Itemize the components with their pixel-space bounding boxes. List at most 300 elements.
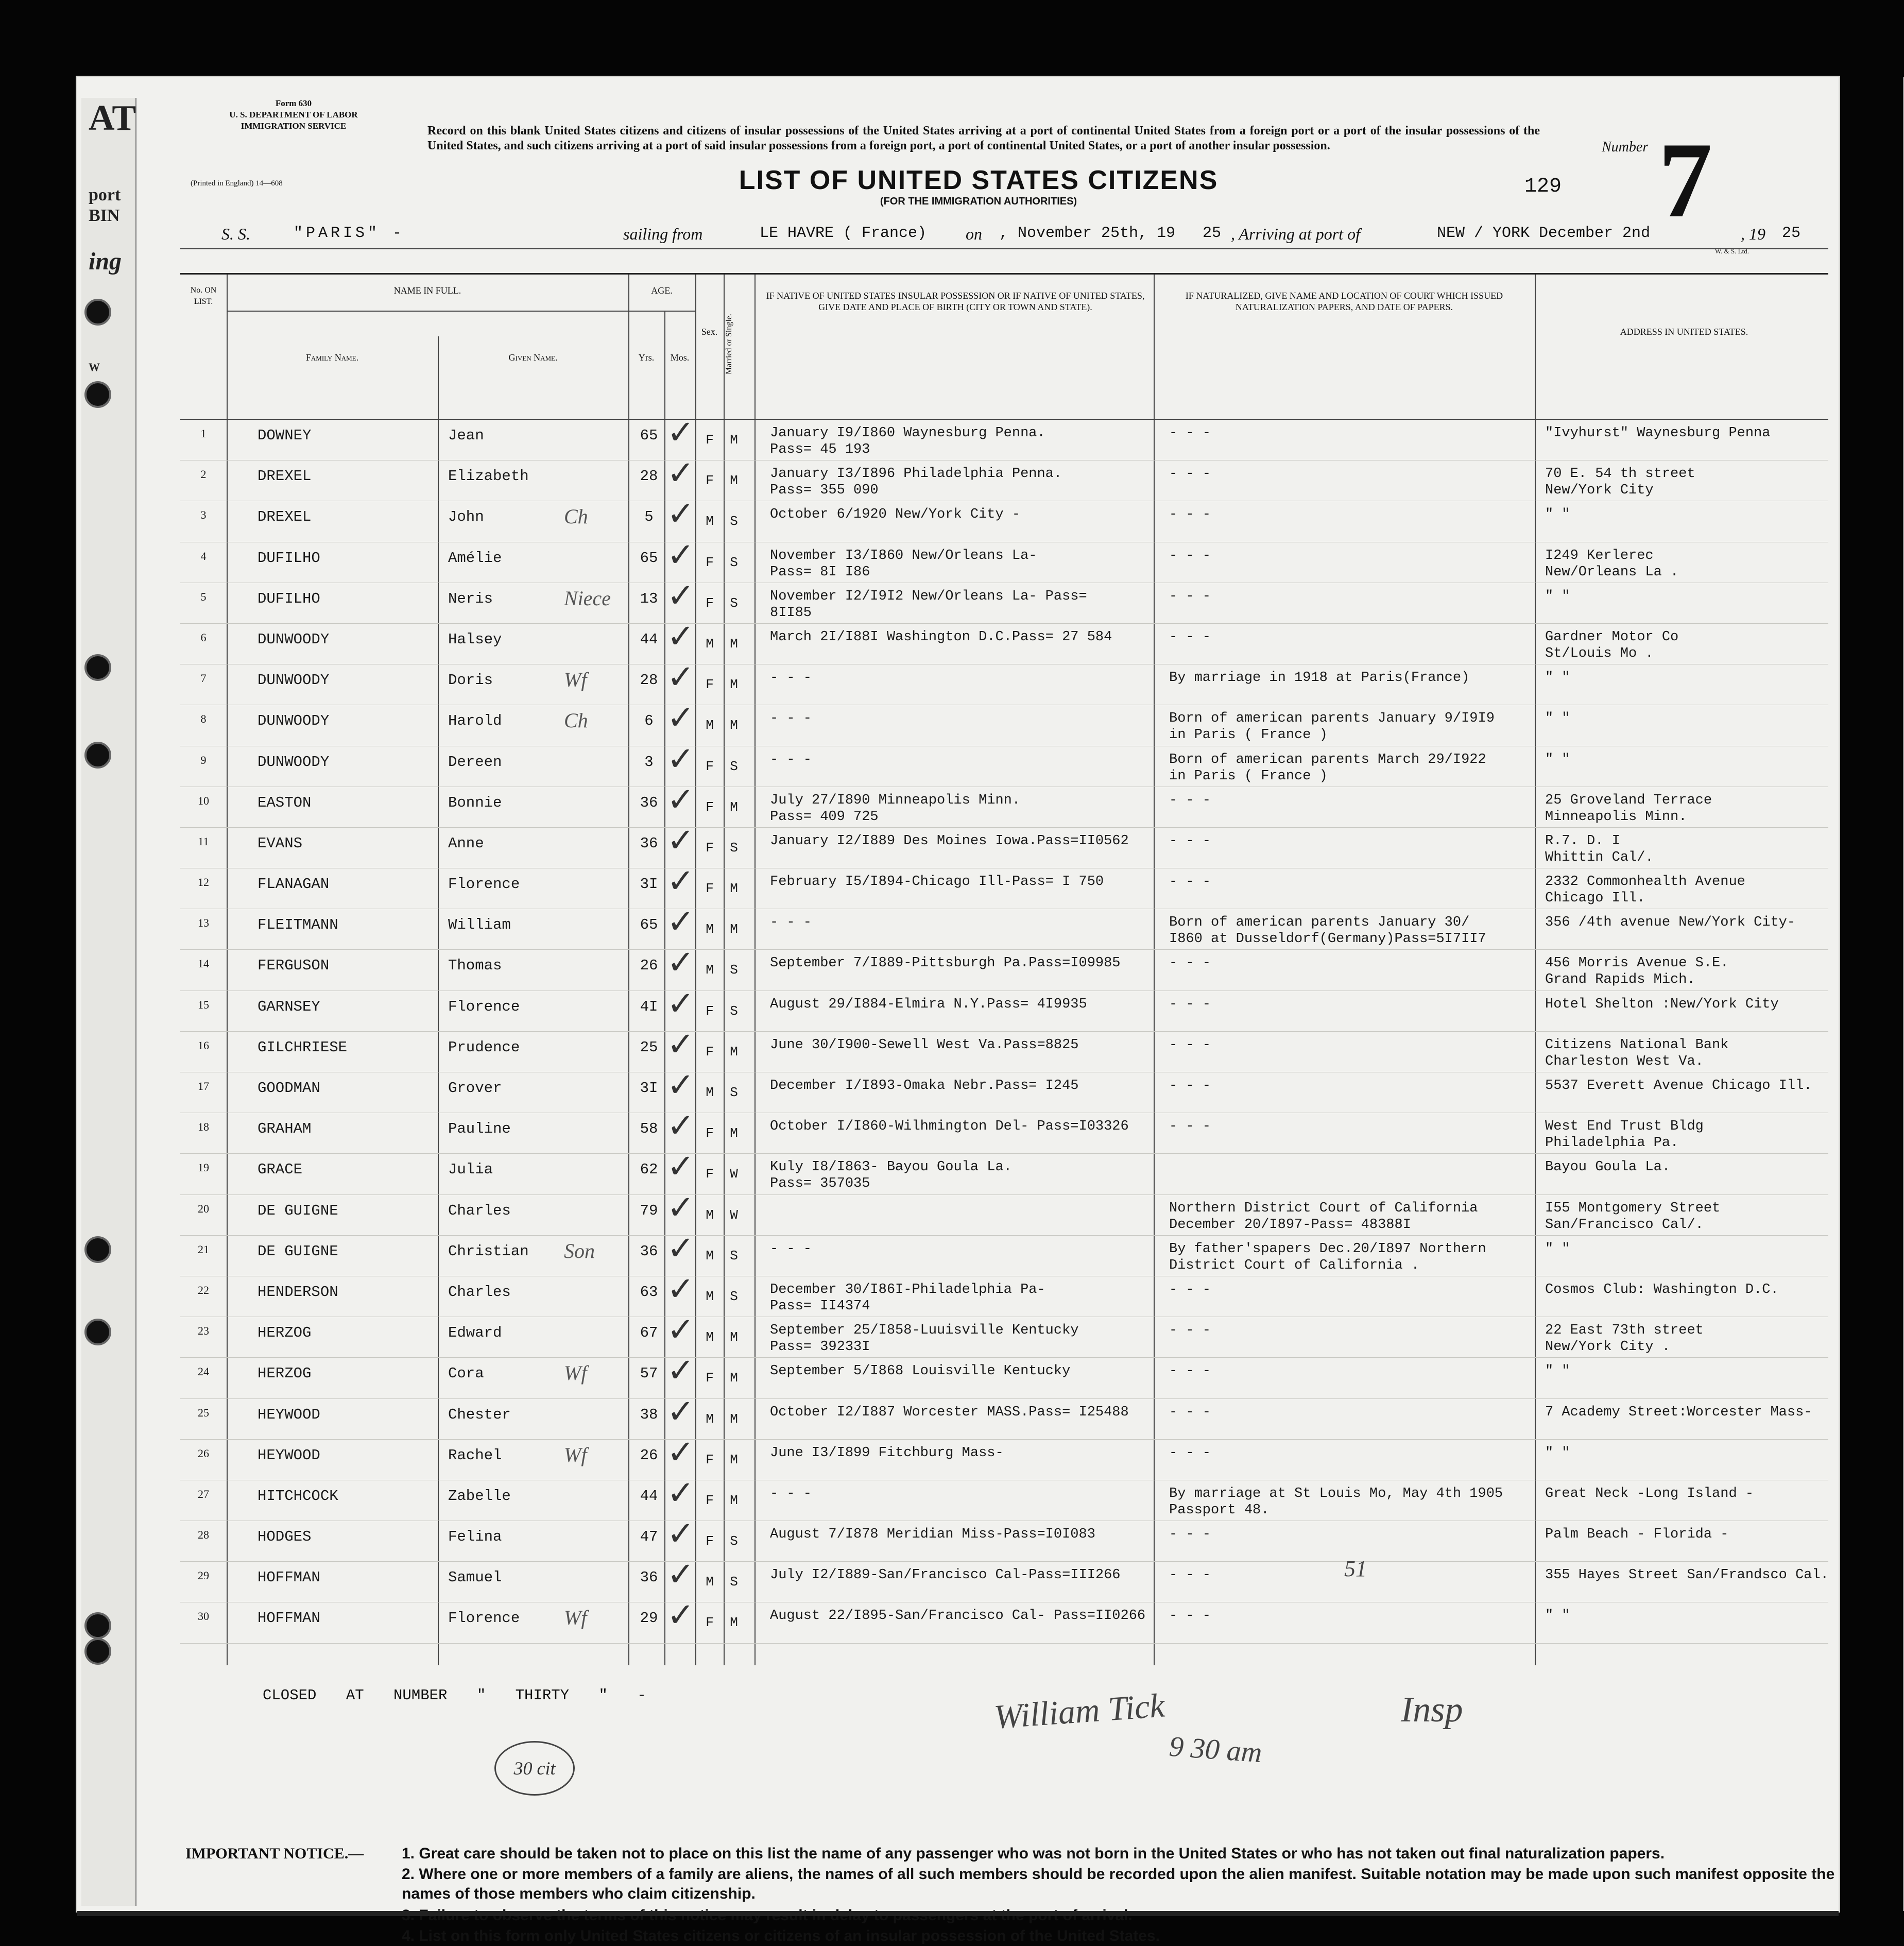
naturalization-info <box>1169 588 1211 605</box>
naturalization-info-line: By father'spapers Dec.20/I897 Northern <box>1169 1241 1486 1257</box>
birth-info-line: Pass= II4374 <box>770 1298 870 1314</box>
age-years: 3I <box>640 876 658 893</box>
birth-info-line: December 30/I86I-Philadelphia Pa- <box>770 1282 1045 1298</box>
form-identification <box>216 98 371 132</box>
birth-info-line: Pass= 39233I <box>770 1339 870 1355</box>
row-number: 3 <box>200 508 207 522</box>
row-number: 26 <box>198 1446 209 1460</box>
birth-info <box>770 588 1087 621</box>
check-mark-icon: ✓ <box>667 903 695 942</box>
row-number: 1 <box>200 427 207 440</box>
from-port: LE HAVRE ( France) <box>760 225 927 242</box>
punch-hole <box>84 654 111 681</box>
us-address-line: St/Louis Mo . <box>1545 645 1654 661</box>
family-name: FLEITMANN <box>258 916 338 934</box>
naturalization-info <box>1169 1200 1478 1233</box>
punch-hole <box>84 742 111 769</box>
check-mark-icon: ✓ <box>667 1107 695 1146</box>
handwritten-relation: Ch <box>564 709 588 732</box>
check-mark-icon: ✓ <box>667 740 695 778</box>
family-name: DOWNEY <box>258 427 312 444</box>
marital-status: M <box>730 677 738 693</box>
departure-date: , November 25th, 19 <box>999 225 1176 242</box>
header-no: No. ON LIST. <box>190 286 217 306</box>
us-address <box>1545 1241 1570 1257</box>
marital-status: M <box>730 1370 738 1386</box>
passenger-rows <box>180 414 1829 1644</box>
given-name: Pauline <box>448 1120 511 1138</box>
birth-info <box>770 548 1037 581</box>
check-mark-icon: ✓ <box>667 1515 695 1554</box>
sex: M <box>706 921 714 937</box>
header-name-in-full: NAME IN FULL. <box>393 285 461 296</box>
us-address <box>1545 588 1570 605</box>
sex: M <box>706 636 714 652</box>
given-name: Zabelle <box>448 1487 511 1505</box>
arriving-label: , Arriving at port of <box>1231 225 1360 243</box>
naturalization-info <box>1169 996 1211 1013</box>
family-name: HENDERSON <box>258 1283 338 1301</box>
family-name: HOFFMAN <box>258 1569 320 1586</box>
age-years: 36 <box>640 834 658 852</box>
naturalization-info-line: I860 at Dusseldorf(Germany)Pass=5I7II7 <box>1169 931 1486 947</box>
family-name: HEYWOOD <box>258 1406 320 1423</box>
family-name: DUFILHO <box>258 549 320 567</box>
row-number: 29 <box>198 1569 209 1582</box>
marital-status: M <box>730 636 738 652</box>
birth-info <box>770 629 1112 645</box>
given-name: Dereen <box>448 753 502 771</box>
sex: M <box>706 1085 714 1100</box>
us-address <box>1545 1159 1670 1175</box>
naturalization-info <box>1169 752 1486 784</box>
naturalization-info-line: - - - <box>1169 1445 1211 1461</box>
page-number: 129 <box>1524 175 1562 198</box>
sex: M <box>706 1248 714 1264</box>
us-address <box>1545 1486 1754 1502</box>
us-address <box>1545 955 1728 988</box>
marital-status: M <box>730 432 738 448</box>
notice-heading: IMPORTANT NOTICE.— <box>185 1845 364 1862</box>
table-row <box>180 1596 1828 1643</box>
given-name: Jean <box>448 427 484 444</box>
handwritten-relation: Son <box>564 1239 595 1262</box>
check-mark-icon: ✓ <box>667 1311 695 1350</box>
given-name: Thomas <box>448 957 502 975</box>
naturalization-info-line: - - - <box>1169 792 1211 808</box>
marital-status: S <box>730 962 738 978</box>
birth-info-line: Kuly I8/I863- Bayou Goula La. <box>770 1159 1012 1175</box>
birth-info <box>770 1567 1121 1583</box>
table-row <box>180 1188 1828 1236</box>
birth-info <box>770 1241 812 1257</box>
naturalization-info-line: - - - <box>1169 1527 1211 1543</box>
us-address-line: Gardner Motor Co <box>1545 629 1679 645</box>
family-name: HEYWOOD <box>258 1446 320 1464</box>
sex: F <box>706 1003 714 1019</box>
on-label: on <box>966 225 982 243</box>
ship-name: "PARIS" - <box>294 225 405 242</box>
birth-info-line: Pass= 409 725 <box>770 809 879 825</box>
birth-info <box>770 1608 1145 1624</box>
us-address-line: Hotel Shelton :New/York City <box>1545 996 1779 1012</box>
us-address-line: 70 E. 54 th street <box>1545 466 1695 482</box>
table-row <box>180 699 1828 746</box>
table-row <box>180 536 1828 583</box>
age-years: 65 <box>640 549 658 567</box>
birth-info-line: Pass= 8I I86 <box>770 564 870 580</box>
table-row <box>180 454 1828 501</box>
naturalization-info <box>1169 1118 1211 1135</box>
birth-info-line: September 5/I868 Louisville Kentucky <box>770 1363 1071 1379</box>
us-address-line: Chicago Ill. <box>1545 891 1645 907</box>
table-row <box>180 1025 1828 1072</box>
marital-status: S <box>730 840 738 856</box>
row-number: 18 <box>198 1120 209 1134</box>
margin-fragment: W <box>89 361 100 373</box>
age-years: 4I <box>640 998 658 1015</box>
us-address-line: " " <box>1545 588 1570 604</box>
header-married-or-single: Married or Single. <box>725 314 733 374</box>
us-address <box>1545 710 1570 727</box>
birth-info <box>770 833 1129 849</box>
row-number: 2 <box>200 468 207 481</box>
row-number: 20 <box>198 1202 209 1215</box>
inspector-signature: William Tick <box>992 1686 1166 1736</box>
birth-info <box>770 670 812 686</box>
birth-info-line: September 25/I858-Luuisville Kentucky <box>770 1323 1079 1339</box>
printer-mark: W. & S. Ltd. <box>1715 247 1749 255</box>
naturalization-info <box>1169 1567 1211 1583</box>
us-address-line: Whittin Cal/. <box>1545 849 1654 865</box>
arrival-port: NEW / YORK December 2nd <box>1437 225 1651 242</box>
birth-info-line: - - - <box>770 711 812 727</box>
given-name: Felina <box>448 1528 502 1546</box>
birth-info-line: - - - <box>770 752 812 767</box>
us-address <box>1545 1608 1570 1624</box>
family-name: GRAHAM <box>258 1120 312 1138</box>
table-row <box>180 740 1828 787</box>
us-address-line: " " <box>1545 1363 1570 1379</box>
birth-info <box>770 1078 1079 1094</box>
naturalization-info <box>1169 1282 1211 1298</box>
punch-hole <box>84 1638 111 1665</box>
us-address <box>1545 996 1779 1013</box>
us-address-line: R.7. D. I <box>1545 833 1620 849</box>
page-subtitle: (FOR THE IMMIGRATION AUTHORITIES) <box>880 196 1077 207</box>
table-row <box>180 1433 1828 1480</box>
row-number: 5 <box>200 590 207 603</box>
row-number: 13 <box>198 916 209 930</box>
given-name: Anne <box>448 834 484 852</box>
naturalization-info-line: - - - <box>1169 588 1211 604</box>
birth-info-line: July 27/I890 Minneapolis Minn. <box>770 792 1021 808</box>
marital-status: S <box>730 1085 738 1100</box>
birth-info <box>770 710 812 727</box>
table-row <box>180 1515 1828 1562</box>
row-number: 24 <box>198 1365 209 1378</box>
us-address-line: 5537 Everett Avenue Chicago Ill. <box>1545 1078 1812 1094</box>
table-row <box>180 1229 1828 1276</box>
birth-info <box>770 1118 1129 1135</box>
naturalization-info-line: - - - <box>1169 955 1211 971</box>
check-mark-icon: ✓ <box>667 495 695 534</box>
age-years: 5 <box>644 508 654 526</box>
us-address <box>1545 1037 1728 1070</box>
punch-hole <box>84 1236 111 1263</box>
birth-info-line: November I2/I9I2 New/Orleans La- Pass= <box>770 588 1087 604</box>
naturalization-info-line: - - - <box>1169 1037 1211 1053</box>
naturalization-info <box>1169 670 1469 686</box>
us-address-line: Bayou Goula La. <box>1545 1159 1671 1175</box>
family-name: DUFILHO <box>258 590 320 607</box>
given-name: Edward <box>448 1324 502 1342</box>
check-mark-icon: ✓ <box>667 1433 695 1472</box>
marital-status: S <box>730 595 738 611</box>
marital-status: S <box>730 554 738 570</box>
birth-info <box>770 1404 1129 1421</box>
birth-info-line: December I/I893-Omaka Nebr.Pass= I245 <box>770 1078 1079 1094</box>
marital-status: M <box>730 1125 738 1141</box>
age-years: 6 <box>644 712 654 730</box>
birth-info-line: January I3/I896 Philadelphia Penna. <box>770 466 1062 482</box>
check-mark-icon: ✓ <box>667 862 695 901</box>
table-row <box>180 1148 1828 1194</box>
us-address-line: I249 Kerlerec <box>1545 548 1654 564</box>
naturalization-info-line: in Paris ( France ) <box>1169 727 1328 743</box>
bottom-edge <box>77 1911 1839 1916</box>
row-number: 22 <box>198 1283 209 1296</box>
birth-info-line: June I3/I899 Fitchburg Mass- <box>770 1445 1004 1461</box>
family-name: DE GUIGNE <box>258 1242 338 1260</box>
naturalization-info <box>1169 1445 1211 1461</box>
us-address-line: " " <box>1545 711 1570 727</box>
row-number: 27 <box>198 1487 209 1500</box>
table-row <box>180 576 1828 624</box>
row-number: 6 <box>200 630 207 644</box>
naturalization-info-line: - - - <box>1169 1404 1211 1420</box>
naturalization-info-line: - - - <box>1169 1608 1211 1624</box>
naturalization-info-line: Passport 48. <box>1169 1502 1270 1518</box>
naturalization-info-line: - - - <box>1169 629 1211 645</box>
family-name: DUNWOODY <box>258 712 330 730</box>
arrival-year-prefix: , 19 <box>1741 225 1765 243</box>
ship-line <box>180 225 1828 249</box>
naturalization-info-line: - - - <box>1169 1323 1211 1339</box>
naturalization-info-line: - - - <box>1169 1282 1211 1298</box>
row-number: 14 <box>198 957 209 970</box>
family-name: DREXEL <box>258 468 312 485</box>
naturalization-info-line: - - - <box>1169 996 1211 1012</box>
naturalization-info <box>1169 1486 1503 1518</box>
naturalization-info-line: - - - <box>1169 1078 1211 1094</box>
check-mark-icon: ✓ <box>667 780 695 819</box>
birth-info-line: September 7/I889-Pittsburgh Pa.Pass=I09985 <box>770 955 1121 971</box>
sex: M <box>706 1411 714 1427</box>
us-address-line: San/Francisco Cal/. <box>1545 1217 1704 1233</box>
margin-fragment: BIN <box>89 206 120 225</box>
birth-info-line: Pass= 355 090 <box>770 483 879 499</box>
check-mark-icon: ✓ <box>667 699 695 738</box>
birth-info-line: - - - <box>770 670 812 686</box>
given-name: Julia <box>448 1161 493 1179</box>
marital-status: S <box>730 758 738 774</box>
row-number: 23 <box>198 1324 209 1338</box>
naturalization-info <box>1169 548 1211 564</box>
age-years: 36 <box>640 1242 658 1260</box>
family-name: GARNSEY <box>258 998 320 1015</box>
us-address <box>1545 1118 1704 1151</box>
check-mark-icon: ✓ <box>667 576 695 615</box>
punch-hole <box>84 299 111 326</box>
notice-item: 1. Great care should be taken not to place on this list the name of any passenger who was not born in the United States or who has not taken out final naturalization papers. <box>402 1845 1665 1862</box>
form-number: Form 630 <box>275 98 312 108</box>
family-name: HERZOG <box>258 1324 312 1342</box>
table-row <box>180 495 1828 542</box>
margin-fragment: AT <box>89 98 136 138</box>
family-name: HITCHCOCK <box>258 1487 338 1505</box>
sex: F <box>706 1492 714 1508</box>
table-row <box>180 1107 1828 1154</box>
birth-info-line: October I/I860-Wilhmington Del- Pass=I03326 <box>770 1119 1129 1135</box>
row-number: 25 <box>198 1406 209 1419</box>
department: U. S. DEPARTMENT OF LABOR <box>229 110 358 120</box>
table-row <box>180 414 1828 460</box>
count-annotation: 51 <box>1344 1556 1367 1581</box>
check-mark-icon: ✓ <box>667 1229 695 1268</box>
us-address-line: Grand Rapids Mich. <box>1545 972 1695 988</box>
age-years: 36 <box>640 1569 658 1586</box>
birth-info-line: - - - <box>770 1241 812 1257</box>
sex: M <box>706 1288 714 1304</box>
birth-info-line: January I9/I860 Waynesburg Penna. <box>770 425 1045 441</box>
us-address-line: New/Orleans La . <box>1545 564 1679 580</box>
age-years: 67 <box>640 1324 658 1342</box>
us-address <box>1545 752 1570 768</box>
family-name: GOODMAN <box>258 1080 320 1097</box>
table-row <box>180 1474 1828 1521</box>
handwritten-relation: Wf <box>564 1361 587 1385</box>
notice-item: 2. Where one or more members of a family are aliens, the names of all such members should be recorded upon the alien manifest. Suitable notation may be made upon such manifest opposite the names of those members who claim citizenship. <box>402 1866 1835 1902</box>
age-years: 38 <box>640 1406 658 1423</box>
check-mark-icon: ✓ <box>667 454 695 493</box>
marital-status: M <box>730 799 738 815</box>
check-mark-icon: ✓ <box>667 944 695 982</box>
birth-info <box>770 792 1020 825</box>
birth-info-line: July I2/I889-San/Francisco Cal-Pass=III266 <box>770 1567 1121 1583</box>
given-name: Bonnie <box>448 794 502 811</box>
given-name: William <box>448 916 511 934</box>
list-number: 7 <box>1658 121 1712 240</box>
marital-status: S <box>730 1248 738 1264</box>
check-mark-icon: ✓ <box>667 1148 695 1186</box>
us-address <box>1545 1322 1704 1355</box>
handwritten-relation: Wf <box>564 668 587 692</box>
inspector-title: Insp <box>1401 1690 1463 1730</box>
naturalization-info <box>1169 1241 1486 1274</box>
family-name: DUNWOODY <box>258 630 330 648</box>
us-address <box>1545 833 1654 866</box>
marital-status: S <box>730 1533 738 1549</box>
us-address <box>1545 1404 1812 1421</box>
birth-info <box>770 874 1104 890</box>
sex: M <box>706 1574 714 1590</box>
birth-info-line: Pass= 357035 <box>770 1176 870 1192</box>
signature-time: 9 30 am <box>1168 1730 1263 1769</box>
table-row <box>180 944 1828 991</box>
us-address <box>1545 1363 1570 1379</box>
naturalization-info <box>1169 1037 1211 1053</box>
us-address <box>1545 506 1570 523</box>
margin-fragment: port <box>89 185 121 204</box>
us-address <box>1545 1567 1829 1583</box>
birth-info-line: August 22/I895-San/Francisco Cal- Pass=II0266 <box>770 1608 1146 1624</box>
naturalization-info-line: December 20/I897-Pass= 48388I <box>1169 1217 1411 1233</box>
age-years: 29 <box>640 1610 658 1627</box>
birth-info <box>770 1363 1070 1379</box>
row-number: 11 <box>198 834 209 848</box>
us-address-line: " " <box>1545 670 1570 686</box>
check-mark-icon: ✓ <box>667 821 695 860</box>
family-name: HOFFMAN <box>258 1610 320 1627</box>
naturalization-info <box>1169 1322 1211 1339</box>
age-years: 47 <box>640 1528 658 1546</box>
check-mark-icon: ✓ <box>667 414 695 452</box>
us-address-line: " " <box>1545 507 1570 523</box>
us-address-line: Charleston West Va. <box>1545 1053 1704 1069</box>
row-number: 10 <box>198 794 209 807</box>
birth-info-line: June 30/I900-Sewell West Va.Pass=8825 <box>770 1037 1079 1053</box>
naturalization-info-line: in Paris ( France ) <box>1169 768 1328 784</box>
sex: M <box>706 718 714 733</box>
birth-info-line: August 29/I884-Elmira N.Y.Pass= 4I9935 <box>770 996 1087 1012</box>
us-address <box>1545 1078 1812 1094</box>
age-years: 57 <box>640 1365 658 1382</box>
table-row <box>180 780 1828 828</box>
naturalization-info <box>1169 1363 1211 1379</box>
us-address-line: 7 Academy Street:Worcester Mass- <box>1545 1404 1812 1420</box>
family-name: DUNWOODY <box>258 672 330 689</box>
marital-status: S <box>730 514 738 530</box>
age-years: 63 <box>640 1283 658 1301</box>
age-years: 44 <box>640 1487 658 1505</box>
family-name: FERGUSON <box>258 957 330 975</box>
us-address-line: Palm Beach - Florida - <box>1545 1527 1729 1543</box>
birth-info-line: - - - <box>770 915 812 931</box>
marital-status: M <box>730 1615 738 1631</box>
check-mark-icon: ✓ <box>667 658 695 697</box>
naturalization-info <box>1169 710 1495 743</box>
marital-status: M <box>730 1452 738 1467</box>
birth-info <box>770 1526 1095 1543</box>
row-number: 21 <box>198 1242 209 1256</box>
punch-hole <box>84 381 111 408</box>
given-name: Florence <box>448 1610 520 1627</box>
given-name: Elizabeth <box>448 468 529 485</box>
handwritten-relation: Wf <box>564 1606 587 1630</box>
check-mark-icon: ✓ <box>667 1474 695 1512</box>
departure-year: 25 <box>1203 225 1222 242</box>
table-row <box>180 1311 1828 1358</box>
sex: F <box>706 677 714 693</box>
birth-info-line: 8II85 <box>770 605 812 621</box>
naturalization-info-line: - - - <box>1169 425 1211 441</box>
naturalization-info-line: Born of american parents January 9/I9I9 <box>1169 711 1495 727</box>
table-row <box>180 1556 1829 1602</box>
sex: F <box>706 1615 714 1631</box>
header-mos: Mos. <box>670 352 690 363</box>
check-mark-icon: ✓ <box>667 1352 695 1390</box>
